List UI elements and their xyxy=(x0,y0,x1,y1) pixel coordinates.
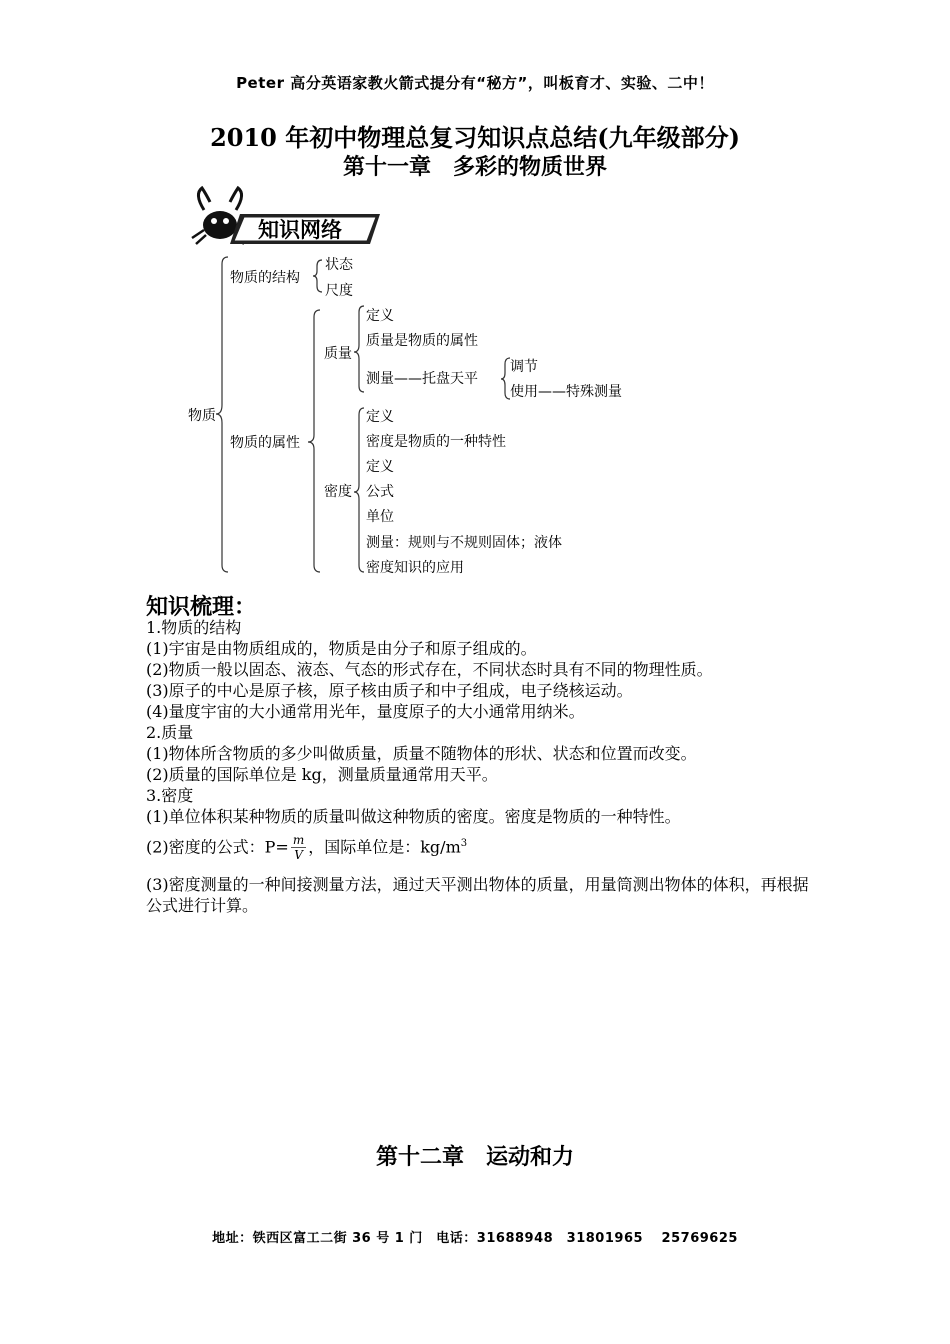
density-fraction xyxy=(291,833,306,862)
root-label: 物质 xyxy=(188,408,216,424)
formula-prefix: (2)密度的公式：P= xyxy=(146,837,289,857)
body-line-4: (3)原子的中心是原子核，原子核由质子和中子组成，电子绕核运动。 xyxy=(146,681,633,700)
density-item-formula: 公式 xyxy=(366,484,394,500)
chapter-title: 第十一章 多彩的物质世界 xyxy=(342,155,607,180)
body-line-7: (1)物体所含物质的多少叫做质量，质量不随物体的形状、状态和位置而改变。 xyxy=(146,744,697,763)
document-title: 2010 年初中物理总复习知识点总结(九年级部分) xyxy=(210,123,740,152)
density-item-measure: 测量：规则与不规则固体；液体 xyxy=(366,535,562,551)
knowledge-network-banner xyxy=(230,214,380,244)
balance-item-adjust: 调节 xyxy=(510,359,538,375)
mass-item-measure: 测量——托盘天平 xyxy=(366,371,478,387)
chapter-12-title: 第十二章 运动和力 xyxy=(375,1145,574,1170)
property-label: 物质的属性 xyxy=(230,435,300,451)
structure-item-scale: 尺度 xyxy=(325,283,353,299)
structure-label: 物质的结构 xyxy=(230,270,300,286)
mass-item-attribute: 质量是物质的属性 xyxy=(366,333,478,349)
body-line-10: (1)单位体积某种物质的质量叫做这种物质的密度。密度是物质的一种特性。 xyxy=(146,807,681,826)
formula-unit: ，国际单位是：kg/m xyxy=(308,837,461,857)
density-item-application: 密度知识的应用 xyxy=(366,560,464,576)
fraction-numerator: m xyxy=(292,833,305,848)
density-item-unit: 单位 xyxy=(366,509,394,525)
body-line-1: 1.物质的结构 xyxy=(146,618,242,637)
density-intro-definition: 定义 xyxy=(366,409,394,425)
density-formula-line xyxy=(146,833,826,862)
structure-item-state: 状态 xyxy=(325,257,353,273)
unit-exponent: 3 xyxy=(460,838,468,849)
section-heading: 知识梳理： xyxy=(146,595,257,620)
body-line-9: 3.密度 xyxy=(146,786,194,805)
body-line-6: 2.质量 xyxy=(146,723,194,742)
body-line-8: (2)质量的国际单位是 kg，测量质量通常用天平。 xyxy=(146,765,498,784)
page-header: Peter 高分英语家教火箭式提分有“秘方”，叫板育才、实验、二中！ xyxy=(236,74,714,92)
mass-item-definition: 定义 xyxy=(366,308,394,324)
body-line-3: (2)物质一般以固态、液态、气态的形式存在，不同状态时具有不同的物理性质。 xyxy=(146,660,713,679)
density-label: 密度 xyxy=(324,484,352,500)
fraction-denominator: V xyxy=(294,848,303,863)
body-line-2: (1)宇宙是由物质组成的，物质是由分子和原子组成的。 xyxy=(146,639,537,658)
banner-label: 知识网络 xyxy=(258,218,342,242)
knowledge-network-diagram xyxy=(180,180,660,580)
body-line-12: (3)密度测量的一种间接测量方法，通过天平测出物体的质量，用量筒测出物体的体积，再根据公式进行计算。 xyxy=(146,875,809,915)
balance-item-use: 使用——特殊测量 xyxy=(510,384,622,400)
body-line-5: (4)量度宇宙的大小通常用光年，量度原子的大小通常用纳米。 xyxy=(146,702,585,721)
density-item-definition: 定义 xyxy=(366,459,394,475)
density-intro-characteristic: 密度是物质的一种特性 xyxy=(366,434,506,450)
page-footer: 地址：铁西区富工二街 36 号 1 门 电话：31688948 31801965 25769625 xyxy=(212,1231,738,1246)
mass-label: 质量 xyxy=(324,346,352,362)
